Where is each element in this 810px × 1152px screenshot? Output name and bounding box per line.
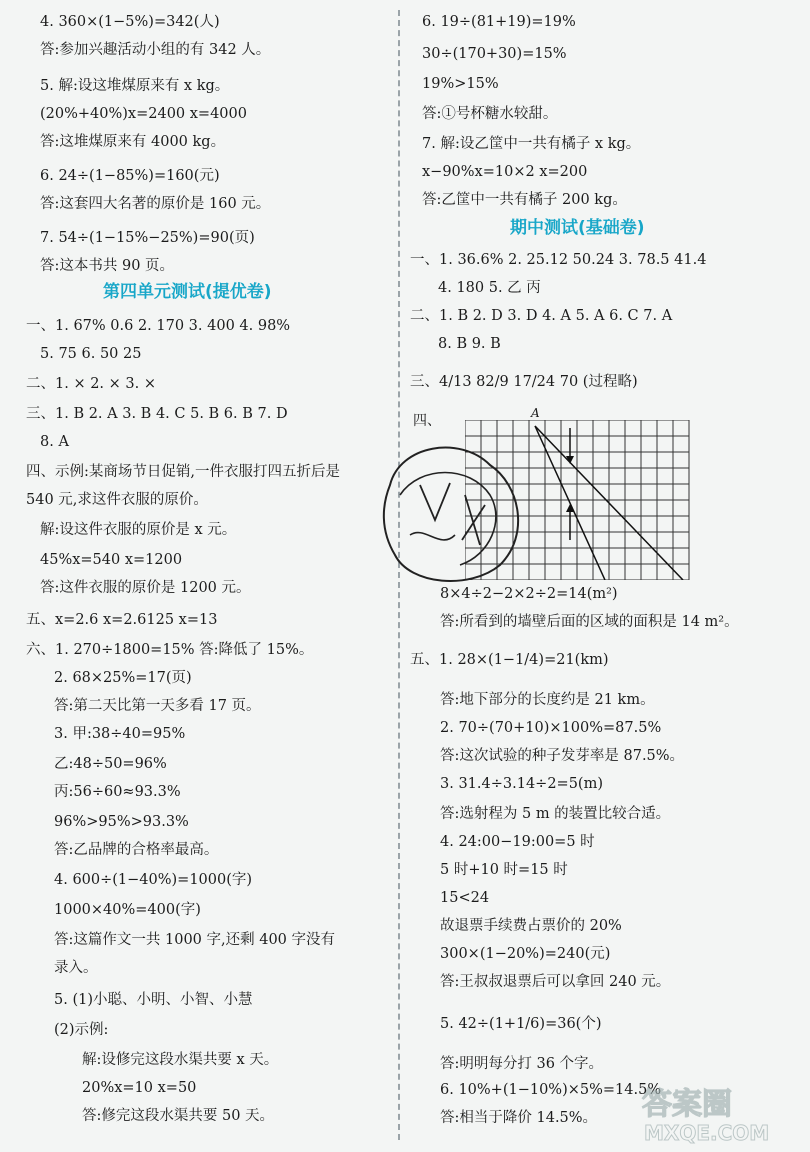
answer-line: 7. 54÷(1−15%−25%)=90(页) (40, 230, 255, 246)
section-heading-midterm: 期中测试(基础卷) (510, 218, 645, 238)
svg-text:MXQE.COM: MXQE.COM (644, 1121, 770, 1145)
answer-line: 19%>15% (422, 76, 499, 92)
answer-line: 6. 19÷(81+19)=19% (422, 14, 576, 30)
answer-line: 解:设这件衣服的原价是 x 元。 (40, 522, 237, 538)
answer-line: 6. 10%+(1−10%)×5%=14.5% (440, 1082, 662, 1098)
answer-line: 答:这本书共 90 页。 (40, 258, 175, 274)
answer-line: 3. 31.4÷3.14÷2=5(m) (440, 776, 603, 792)
answer-line: 二、1. × 2. × 3. × (26, 376, 156, 392)
answer-line: 96%>95%>93.3% (54, 814, 189, 830)
grid-label-four: 四、 (413, 413, 441, 429)
answer-line: 2. 68×25%=17(页) (54, 670, 192, 686)
answer-line: 答:参加兴趣活动小组的有 342 人。 (40, 42, 271, 58)
answer-line: 答:这堆煤原来有 4000 kg。 (40, 134, 226, 150)
answer-line: 4. 600÷(1−40%)=1000(字) (54, 872, 253, 888)
answer-line: 三、1. B 2. A 3. B 4. C 5. B 6. B 7. D (26, 406, 288, 422)
answer-line: 5. 75 6. 50 25 (40, 346, 142, 362)
answer-line: 4. 24:00−19:00=5 时 (440, 834, 595, 850)
answer-line: 三、4/13 82/9 17/24 70 (过程略) (410, 374, 638, 390)
answer-line: 5. 42÷(1+1/6)=36(个) (440, 1016, 602, 1032)
answer-line: 答:相当于降价 14.5%。 (440, 1110, 598, 1126)
answer-line: 丙:56÷60≈93.3% (54, 784, 181, 800)
answer-line: 7. 解:设乙筐中一共有橘子 x kg。 (422, 136, 641, 152)
answer-line: 3. 甲:38÷40=95% (54, 726, 186, 742)
answer-line: 答:这次试验的种子发芽率是 87.5%。 (440, 748, 685, 764)
answer-line: 答:这篇作文一共 1000 字,还剩 400 字没有 (54, 932, 336, 948)
answer-line: 4. 360×(1−5%)=342(人) (40, 14, 220, 30)
section-heading-unit4: 第四单元测试(提优卷) (103, 282, 272, 302)
answer-line: 答:修完这段水渠共要 50 天。 (82, 1108, 275, 1124)
answer-line: 答:这件衣服的原价是 1200 元。 (40, 580, 251, 596)
answer-line: 5. 解:设这堆煤原来有 x kg。 (40, 78, 230, 94)
answer-line: 答:王叔叔退票后可以拿回 240 元。 (440, 974, 671, 990)
answer-line: 二、1. B 2. D 3. D 4. A 5. A 6. C 7. A (410, 308, 673, 324)
answer-line: 故退票手续费占票价的 20% (440, 918, 622, 934)
answer-line: 2. 70÷(70+10)×100%=87.5% (440, 720, 662, 736)
answer-line: 1000×40%=400(字) (54, 902, 201, 918)
answer-line: 答:明明每分打 36 个字。 (440, 1056, 604, 1072)
answer-line: 答:选射程为 5 m 的装置比较合适。 (440, 806, 671, 822)
answer-line: 一、1. 36.6% 2. 25.12 50.24 3. 78.5 41.4 (410, 252, 707, 268)
answer-line: 乙:48÷50=96% (54, 756, 167, 772)
answer-line: x−90%x=10×2 x=200 (422, 164, 588, 180)
answer-line: 五、1. 28×(1−1/4)=21(km) (410, 652, 609, 668)
answer-line: 45%x=540 x=1200 (40, 552, 183, 568)
answer-line: 8. B 9. B (438, 336, 501, 352)
answer-line: 6. 24÷(1−85%)=160(元) (40, 168, 220, 184)
answer-line: 8. A (40, 434, 69, 450)
answer-line: 答:这套四大名著的原价是 160 元。 (40, 196, 271, 212)
answer-line: 15<24 (440, 890, 490, 906)
answer-line: 5. (1)小聪、小明、小智、小慧 (54, 992, 253, 1008)
answer-line: 300×(1−20%)=240(元) (440, 946, 611, 962)
answer-line: 20%x=10 x=50 (82, 1080, 197, 1096)
answer-line: 540 元,求这件衣服的原价。 (26, 492, 208, 508)
answer-line: 答:乙品牌的合格率最高。 (54, 842, 219, 858)
answer-line: 解:设修完这段水渠共要 x 天。 (82, 1052, 279, 1068)
grid-label-a: A (531, 406, 540, 420)
answer-line: 五、x=2.6 x=2.6125 x=13 (26, 612, 218, 628)
answer-line: 答:第二天比第一天多看 17 页。 (54, 698, 261, 714)
answer-line: 5 时+10 时=15 时 (440, 862, 568, 878)
watermark-logo (634, 1078, 804, 1148)
answer-line: 一、1. 67% 0.6 2. 170 3. 400 4. 98% (26, 318, 291, 334)
answer-line: 答:乙筐中一共有橘子 200 kg。 (422, 192, 627, 208)
answer-line: 答:地下部分的长度约是 21 km。 (440, 692, 655, 708)
answer-line: 30÷(170+30)=15% (422, 46, 567, 62)
answer-line: 录入。 (54, 960, 98, 976)
svg-text:答案圈: 答案圈 (642, 1087, 732, 1122)
answer-line: (2)示例: (54, 1022, 109, 1038)
answer-line: 8×4÷2−2×2÷2=14(m²) (440, 586, 618, 602)
answer-line: 答:所看到的墙壁后面的区域的面积是 14 m²。 (440, 614, 739, 630)
handwritten-stamp (370, 425, 535, 595)
answer-line: 四、示例:某商场节日促销,一件衣服打四五折后是 (26, 464, 340, 480)
answer-line: (20%+40%)x=2400 x=4000 (40, 106, 247, 122)
answer-line: 4. 180 5. 乙 丙 (438, 280, 541, 296)
answer-line: 答:①号杯糖水较甜。 (422, 106, 558, 122)
answer-line: 六、1. 270÷1800=15% 答:降低了 15%。 (26, 642, 314, 658)
